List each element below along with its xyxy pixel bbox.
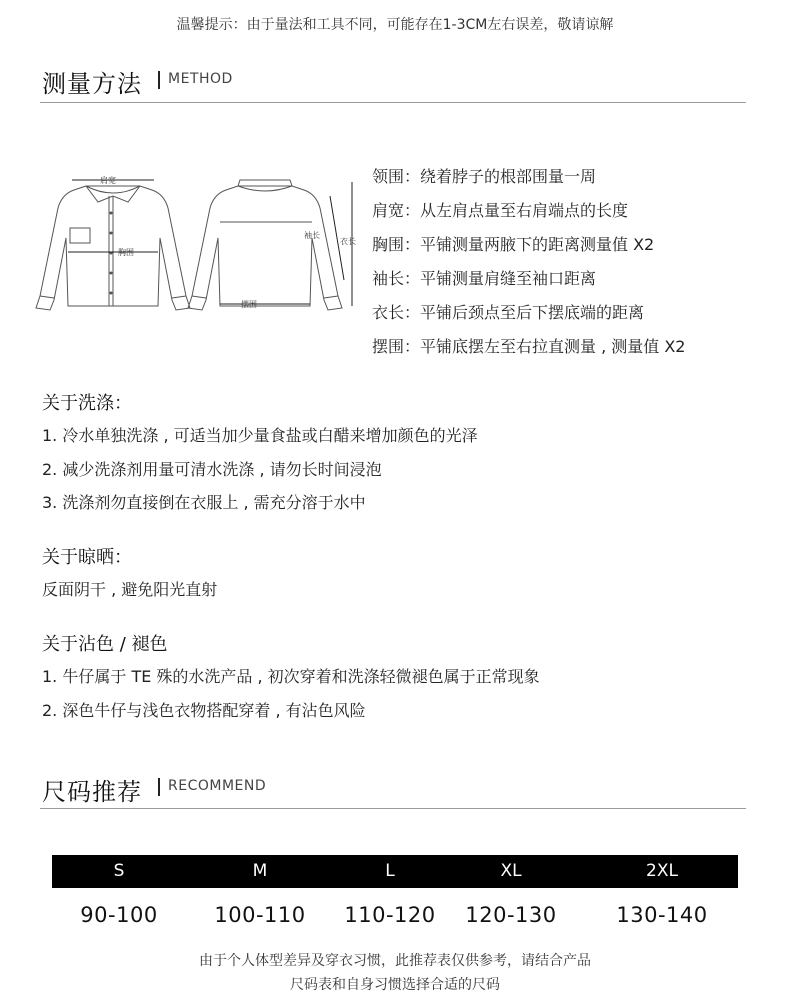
shirt-diagram [28,168,358,318]
diagram-label-hem: 摆围 [241,300,257,309]
size-label-s: S [113,861,125,881]
staining-item: 2. 深色牛仔与浅色衣物搭配穿着 , 有沾色风险 [42,701,366,720]
footer-note: 由于个人体型差异及穿衣习惯，此推荐表仅供参考，请结合产品 [199,953,591,969]
size-range-l: 110-120 [344,903,436,927]
measure-neck: 领围：绕着脖子的根部围量一周 [372,167,597,186]
footer-note: 尺码表和自身习惯选择合适的尺码 [290,977,500,993]
method-rule [40,102,746,103]
recommend-rule [40,808,746,809]
diagram-label-length: 衣长 [340,237,356,246]
washing-item: 3. 洗涤剂勿直接倒在衣服上 , 需充分溶于水中 [42,493,366,512]
size-label-l: L [385,861,395,881]
recommend-divider [158,778,160,796]
size-label-xl: XL [500,861,522,881]
size-label-2xl: 2XL [646,861,678,881]
measure-length: 衣长：平铺后颈点至后下摆底端的距离 [372,303,645,322]
tip-text: 温馨提示：由于量法和工具不同，可能存在1-3CM左右误差，敬请谅解 [176,17,614,33]
shirt-front-drawing [36,186,190,310]
measure-sleeve: 袖长：平铺测量肩缝至袖口距离 [372,269,597,288]
measure-hem: 摆围：平铺底摆左至右拉直测量 , 测量值 X2 [372,337,686,356]
washing-title: 关于洗涤： [42,393,132,414]
measure-chest: 胸围：平铺测量两腋下的距离测量值 X2 [372,235,655,254]
recommend-title: 尺码推荐 [42,778,142,806]
size-range-2xl: 130-140 [616,903,708,927]
shirt-back-drawing [188,180,342,310]
drying-title: 关于晾晒： [42,547,132,568]
size-range-m: 100-110 [214,903,306,927]
diagram-label-chest: 胸围 [118,248,134,257]
size-range-s: 90-100 [80,903,158,927]
diagram-label-shoulder: 肩宽 [100,176,116,185]
method-subtitle: METHOD [168,71,233,87]
size-label-m: M [252,861,268,881]
staining-title: 关于沾色 / 褪色 [42,634,168,655]
diagram-label-sleeve: 袖长 [304,231,320,240]
washing-item: 2. 减少洗涤剂用量可清水洗涤 , 请勿长时间浸泡 [42,460,382,479]
measure-shoulder: 肩宽：从左肩点量至右肩端点的长度 [372,201,629,220]
recommend-subtitle: RECOMMEND [168,778,267,794]
drying-item: 反面阴干 , 避免阳光直射 [42,580,218,599]
method-divider [158,71,160,89]
size-range-xl: 120-130 [465,903,557,927]
washing-item: 1. 冷水单独洗涤 , 可适当加少量食盐或白醋来增加颜色的光泽 [42,426,478,445]
method-title: 测量方法 [42,70,142,98]
staining-item: 1. 牛仔属于 TE 殊的水洗产品 , 初次穿着和洗涤轻微褪色属于正常现象 [42,667,540,686]
